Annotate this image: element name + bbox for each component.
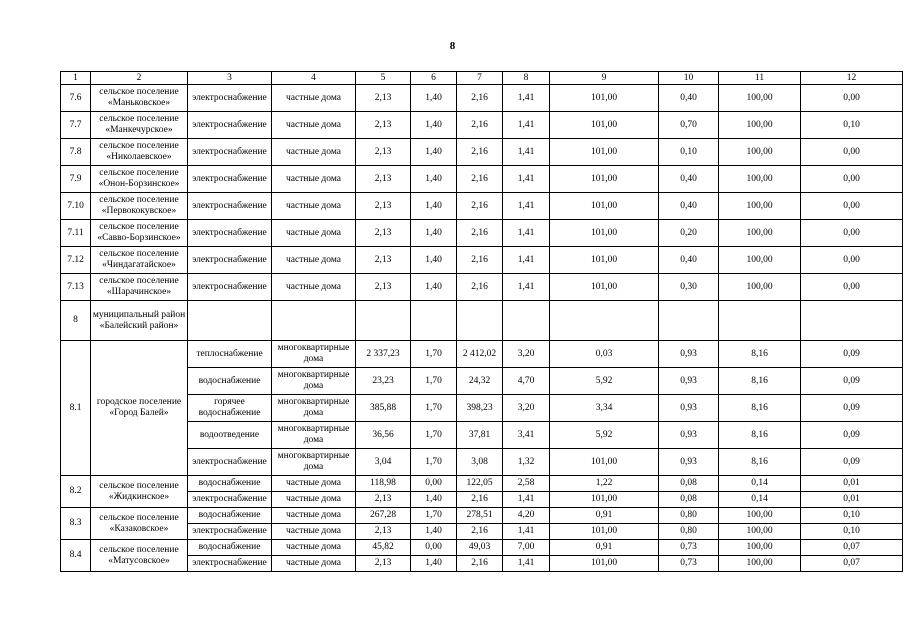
column-number-cell: 9 [550,72,659,85]
value-cell: 2,16 [457,247,503,274]
value-cell: 0,20 [659,220,719,247]
service-cell: электроснабжение [188,274,272,301]
service-cell: водоснабжение [188,540,272,556]
value-cell: 1,22 [550,476,659,492]
value-cell: 100,00 [719,508,801,524]
value-cell: 1,40 [411,274,457,301]
consumer-cell: частные дома [272,540,356,556]
value-cell: 0,93 [659,395,719,422]
consumer-cell: частные дома [272,85,356,112]
value-cell: 100,00 [719,220,801,247]
empty-cell [659,301,719,341]
value-cell: 1,41 [503,274,550,301]
value-cell: 101,00 [550,449,659,476]
value-cell: 0,00 [801,85,903,112]
settlement-cell: сельское поселение «Савво-Борзинское» [91,220,188,247]
value-cell: 0,14 [719,492,801,508]
service-cell: водоснабжение [188,476,272,492]
settlement-cell: сельское поселение «Николаевское» [91,139,188,166]
value-cell: 7,00 [503,540,550,556]
value-cell: 0,73 [659,540,719,556]
value-cell: 2,16 [457,556,503,572]
value-cell: 0,00 [801,166,903,193]
value-cell: 2,13 [356,112,411,139]
value-cell: 1,70 [411,395,457,422]
row-number-cell: 8.4 [61,540,91,572]
service-cell: электроснабжение [188,524,272,540]
service-cell: водоотведение [188,422,272,449]
consumer-cell: частные дома [272,139,356,166]
value-cell: 0,00 [801,220,903,247]
table-row [61,139,903,166]
empty-cell [550,301,659,341]
value-cell: 100,00 [719,247,801,274]
value-cell: 1,40 [411,492,457,508]
value-cell: 5,92 [550,368,659,395]
value-cell: 0,93 [659,341,719,368]
tariff-table [60,71,903,572]
column-number-cell: 12 [801,72,903,85]
value-cell: 3,20 [503,341,550,368]
consumer-cell: многоквартирные дома [272,395,356,422]
service-cell: электроснабжение [188,556,272,572]
value-cell: 101,00 [550,85,659,112]
service-cell: электроснабжение [188,449,272,476]
row-number-cell: 7.12 [61,247,91,274]
table-row [61,166,903,193]
value-cell: 0,09 [801,395,903,422]
settlement-cell: сельское поселение «Чиндагатайское» [91,247,188,274]
service-cell: электроснабжение [188,193,272,220]
row-number-cell: 7.11 [61,220,91,247]
value-cell: 2 412,02 [457,341,503,368]
value-cell: 0,40 [659,193,719,220]
value-cell: 1,41 [503,556,550,572]
value-cell: 1,40 [411,524,457,540]
value-cell: 101,00 [550,274,659,301]
value-cell: 2,16 [457,220,503,247]
consumer-cell: частные дома [272,556,356,572]
value-cell: 0,10 [801,508,903,524]
value-cell: 0,93 [659,449,719,476]
value-cell: 118,98 [356,476,411,492]
value-cell: 2,16 [457,524,503,540]
value-cell: 0,10 [659,139,719,166]
settlement-cell: сельское поселение «Маньковское» [91,85,188,112]
value-cell: 100,00 [719,556,801,572]
value-cell: 2,16 [457,166,503,193]
value-cell: 0,07 [801,556,903,572]
table-row [61,247,903,274]
value-cell: 1,41 [503,139,550,166]
value-cell: 0,07 [801,540,903,556]
value-cell: 2,16 [457,274,503,301]
value-cell: 267,28 [356,508,411,524]
column-number-cell: 3 [188,72,272,85]
column-number-cell: 10 [659,72,719,85]
district-row [61,301,903,341]
value-cell: 0,03 [550,341,659,368]
empty-cell [457,301,503,341]
value-cell: 398,23 [457,395,503,422]
service-cell: электроснабжение [188,139,272,166]
settlement-cell: городское поселение «Город Балей» [91,341,188,476]
value-cell: 0,01 [801,476,903,492]
table-body [61,72,903,572]
value-cell: 1,32 [503,449,550,476]
value-cell: 0,00 [801,247,903,274]
value-cell: 0,73 [659,556,719,572]
value-cell: 0,09 [801,422,903,449]
empty-cell [719,301,801,341]
value-cell: 1,40 [411,556,457,572]
empty-cell [411,301,457,341]
value-cell: 100,00 [719,139,801,166]
district-name-cell: муниципальный район «Балейский район» [91,301,188,341]
service-cell: теплоснабжение [188,341,272,368]
empty-cell [356,301,411,341]
value-cell: 4,20 [503,508,550,524]
row-number-cell: 8.3 [61,508,91,540]
empty-cell [801,301,903,341]
table-row [61,492,903,508]
value-cell: 0,00 [411,476,457,492]
row-number-cell: 7.13 [61,274,91,301]
consumer-cell: частные дома [272,247,356,274]
column-number-cell: 2 [91,72,188,85]
value-cell: 0,91 [550,508,659,524]
value-cell: 1,41 [503,524,550,540]
value-cell: 4,70 [503,368,550,395]
value-cell: 101,00 [550,524,659,540]
value-cell: 1,70 [411,422,457,449]
table-row [61,341,903,368]
value-cell: 0,00 [801,193,903,220]
value-cell: 2,16 [457,492,503,508]
value-cell: 2 337,23 [356,341,411,368]
table-row [61,422,903,449]
column-number-cell: 5 [356,72,411,85]
value-cell: 122,05 [457,476,503,492]
value-cell: 2,16 [457,139,503,166]
settlement-cell: сельское поселение «Жидкинское» [91,476,188,508]
row-number-cell: 7.7 [61,112,91,139]
value-cell: 1,40 [411,85,457,112]
value-cell: 8,16 [719,395,801,422]
value-cell: 0,09 [801,368,903,395]
value-cell: 2,13 [356,166,411,193]
value-cell: 101,00 [550,220,659,247]
row-number-cell: 8.1 [61,341,91,476]
table-row [61,449,903,476]
service-cell: электроснабжение [188,85,272,112]
value-cell: 2,16 [457,85,503,112]
value-cell: 0,01 [801,492,903,508]
value-cell: 2,13 [356,556,411,572]
value-cell: 100,00 [719,524,801,540]
value-cell: 0,09 [801,449,903,476]
value-cell: 2,13 [356,247,411,274]
settlement-cell: сельское поселение «Онон-Борзинское» [91,166,188,193]
value-cell: 0,80 [659,524,719,540]
consumer-cell: частные дома [272,492,356,508]
value-cell: 100,00 [719,193,801,220]
value-cell: 1,40 [411,220,457,247]
value-cell: 1,70 [411,449,457,476]
value-cell: 100,00 [719,112,801,139]
value-cell: 1,70 [411,341,457,368]
value-cell: 0,40 [659,166,719,193]
column-number-cell: 1 [61,72,91,85]
consumer-cell: многоквартирные дома [272,422,356,449]
value-cell: 2,13 [356,492,411,508]
row-number-cell: 7.8 [61,139,91,166]
service-cell: водоснабжение [188,508,272,524]
value-cell: 1,40 [411,166,457,193]
value-cell: 0,08 [659,492,719,508]
consumer-cell: частные дома [272,112,356,139]
row-number-cell: 7.6 [61,85,91,112]
value-cell: 2,13 [356,220,411,247]
table-row [61,524,903,540]
table-row [61,395,903,422]
consumer-cell: частные дома [272,476,356,492]
value-cell: 3,34 [550,395,659,422]
column-number-row [61,72,903,85]
value-cell: 1,41 [503,220,550,247]
column-number-cell: 7 [457,72,503,85]
value-cell: 3,41 [503,422,550,449]
value-cell: 0,00 [801,139,903,166]
value-cell: 0,70 [659,112,719,139]
value-cell: 3,20 [503,395,550,422]
table-row [61,274,903,301]
row-number-cell: 7.10 [61,193,91,220]
value-cell: 0,00 [801,274,903,301]
value-cell: 2,13 [356,85,411,112]
value-cell: 8,16 [719,449,801,476]
consumer-cell: многоквартирные дома [272,449,356,476]
value-cell: 100,00 [719,274,801,301]
page-number: 8 [449,40,456,52]
table-row [61,476,903,492]
column-number-cell: 4 [272,72,356,85]
value-cell: 1,40 [411,112,457,139]
value-cell: 0,09 [801,341,903,368]
consumer-cell: частные дома [272,508,356,524]
value-cell: 101,00 [550,112,659,139]
row-number-cell: 8.2 [61,476,91,508]
value-cell: 385,88 [356,395,411,422]
settlement-cell: сельское поселение «Первококувское» [91,193,188,220]
value-cell: 2,16 [457,112,503,139]
value-cell: 101,00 [550,247,659,274]
table-row [61,368,903,395]
value-cell: 0,10 [801,112,903,139]
value-cell: 101,00 [550,193,659,220]
consumer-cell: многоквартирные дома [272,368,356,395]
value-cell: 0,08 [659,476,719,492]
settlement-cell: сельское поселение «Шарачинское» [91,274,188,301]
value-cell: 1,70 [411,508,457,524]
value-cell: 100,00 [719,540,801,556]
settlement-cell: сельское поселение «Матусовское» [91,540,188,572]
value-cell: 2,13 [356,193,411,220]
value-cell: 101,00 [550,556,659,572]
table-row [61,556,903,572]
empty-cell [503,301,550,341]
consumer-cell: частные дома [272,274,356,301]
empty-cell [188,301,272,341]
value-cell: 1,70 [411,368,457,395]
value-cell: 0,40 [659,85,719,112]
value-cell: 0,40 [659,247,719,274]
table-row [61,508,903,524]
value-cell: 1,41 [503,85,550,112]
value-cell: 36,56 [356,422,411,449]
value-cell: 2,13 [356,274,411,301]
value-cell: 45,82 [356,540,411,556]
settlement-cell: сельское поселение «Казаковское» [91,508,188,540]
consumer-cell: многоквартирные дома [272,341,356,368]
service-cell: горячее водоснабжение [188,395,272,422]
value-cell: 8,16 [719,368,801,395]
table-row [61,220,903,247]
value-cell: 3,08 [457,449,503,476]
value-cell: 1,41 [503,193,550,220]
value-cell: 0,91 [550,540,659,556]
value-cell: 8,16 [719,422,801,449]
value-cell: 0,00 [411,540,457,556]
value-cell: 2,58 [503,476,550,492]
value-cell: 2,13 [356,524,411,540]
value-cell: 3,04 [356,449,411,476]
value-cell: 101,00 [550,166,659,193]
value-cell: 2,13 [356,139,411,166]
value-cell: 0,93 [659,422,719,449]
value-cell: 5,92 [550,422,659,449]
value-cell: 1,40 [411,139,457,166]
consumer-cell: частные дома [272,220,356,247]
value-cell: 1,40 [411,193,457,220]
value-cell: 0,14 [719,476,801,492]
table-row [61,85,903,112]
service-cell: электроснабжение [188,112,272,139]
value-cell: 101,00 [550,139,659,166]
value-cell: 1,41 [503,112,550,139]
value-cell: 37,81 [457,422,503,449]
value-cell: 100,00 [719,85,801,112]
value-cell: 0,80 [659,508,719,524]
table-row [61,112,903,139]
column-number-cell: 11 [719,72,801,85]
value-cell: 1,41 [503,492,550,508]
value-cell: 101,00 [550,492,659,508]
empty-cell [272,301,356,341]
settlement-cell: сельское поселение «Манкечурское» [91,112,188,139]
value-cell: 8,16 [719,341,801,368]
service-cell: электроснабжение [188,220,272,247]
value-cell: 1,41 [503,247,550,274]
value-cell: 2,16 [457,193,503,220]
consumer-cell: частные дома [272,193,356,220]
consumer-cell: частные дома [272,166,356,193]
value-cell: 24,32 [457,368,503,395]
service-cell: электроснабжение [188,166,272,193]
value-cell: 1,41 [503,166,550,193]
table-row [61,540,903,556]
consumer-cell: частные дома [272,524,356,540]
value-cell: 0,30 [659,274,719,301]
value-cell: 1,40 [411,247,457,274]
table-row [61,193,903,220]
value-cell: 100,00 [719,166,801,193]
row-number-cell: 7.9 [61,166,91,193]
column-number-cell: 6 [411,72,457,85]
service-cell: электроснабжение [188,247,272,274]
row-number-cell: 8 [61,301,91,341]
value-cell: 49,03 [457,540,503,556]
value-cell: 0,93 [659,368,719,395]
value-cell: 23,23 [356,368,411,395]
value-cell: 278,51 [457,508,503,524]
service-cell: электроснабжение [188,492,272,508]
value-cell: 0,10 [801,524,903,540]
service-cell: водоснабжение [188,368,272,395]
column-number-cell: 8 [503,72,550,85]
